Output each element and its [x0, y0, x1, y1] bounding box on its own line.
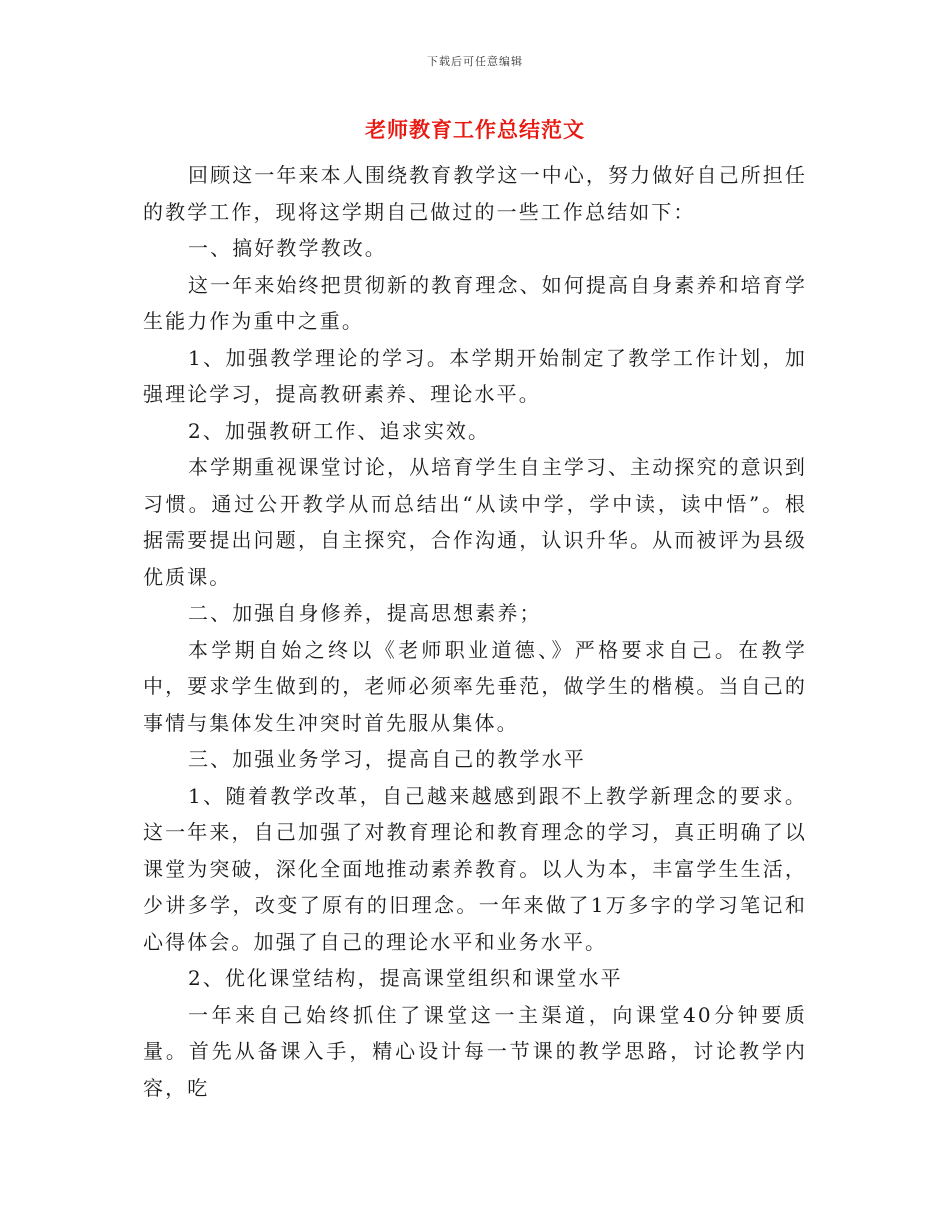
paragraph: 一年来自己始终抓住了课堂这一主渠道，向课堂40分钟要质量。首先从备课入手，精心设计每一节课的教学思路，讨论教学内容，吃 — [143, 1002, 807, 1100]
document-title: 老师教育工作总结范文 — [365, 117, 585, 142]
paragraph: 本学期重视课堂讨论，从培育学生自主学习、主动探究的意识到习惯。通过公开教学从而总结出“从读中学，学中读，读中悟”。根据需要提出问题，自主探究，合作沟通，认识升华。从而被评为县级优质课。 — [143, 455, 807, 589]
paragraph: 2、优化课堂结构，提高课堂组织和课堂水平 — [188, 966, 623, 990]
paragraph: 1、加强教学理论的学习。本学期开始制定了教学工作计划，加强理论学习，提高教研素养、理论水平。 — [143, 345, 807, 406]
section-heading: 二、加强自身修养，提高思想素养； — [188, 601, 542, 625]
header-note: 下载后可任意编辑 — [427, 55, 523, 68]
section-heading: 三、加强业务学习，提高自己的教学水平 — [188, 747, 586, 771]
paragraph: 回顾这一年来本人围绕教育教学这一中心，努力做好自己所担任的教学工作，现将这学期自己做过的一些工作总结如下： — [143, 163, 807, 224]
paragraph: 1、随着教学改革，自己越来越感到跟不上教学新理念的要求。这一年来，自己加强了对教育理论和教育理念的学习，真正明确了以课堂为突破，深化全面地推动素养教育。以人为本，丰富学生生活，少讲多学，改变了原有的旧理念。一年来做了1万多字的学习笔记和心得体会。加强了自己的理论水平和业务水平。 — [143, 783, 807, 954]
paragraph: 本学期自始之终以《老师职业道德、》严格要求自己。在教学中，要求学生做到的，老师必须率先垂范，做学生的楷模。当自己的事情与集体发生冲突时首先服从集体。 — [143, 637, 807, 735]
paragraph: 2、加强教研工作、追求实效。 — [188, 418, 491, 443]
document-body — [143, 157, 807, 1106]
section-heading: 一、搞好教学教改。 — [188, 236, 387, 260]
paragraph: 这一年来始终把贯彻新的教育理念、如何提高自身素养和培育学生能力作为重中之重。 — [143, 272, 807, 333]
